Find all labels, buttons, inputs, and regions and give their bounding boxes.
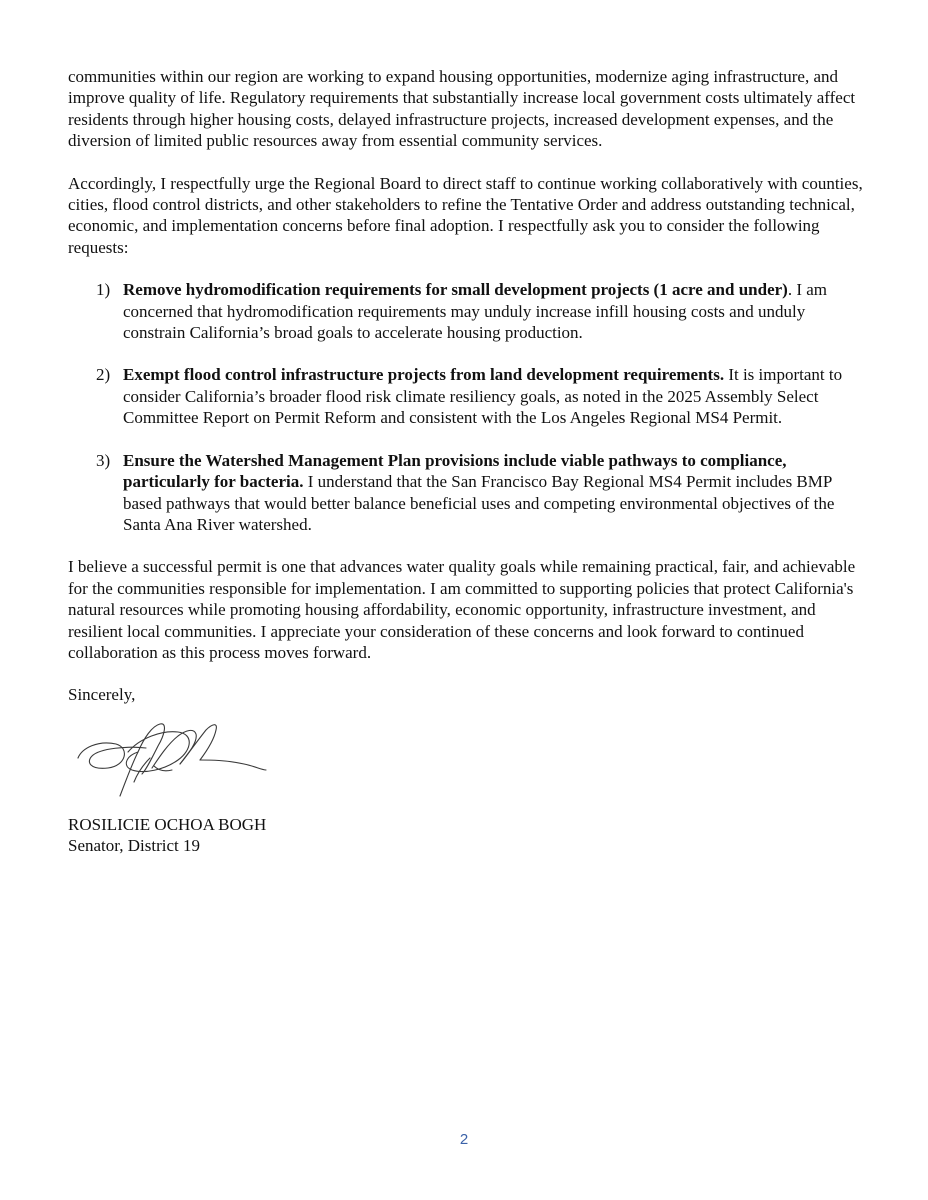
list-number: 2) <box>96 365 111 385</box>
request-heading: Ensure the Watershed Management Plan provisions include viable pathways to compliance, particularly for bacteria. <box>123 450 787 492</box>
request-list <box>68 279 868 535</box>
signer-block <box>68 814 868 857</box>
page-number: 2 <box>459 1131 469 1148</box>
request-body: . I am concerned that hydromodification requirements may unduly increase infill housing costs and unduly constrain California’s broad goals to accelerate housing production. <box>123 280 828 343</box>
paragraph-2: Accordingly, I respectfully urge the Regional Board to direct staff to continue working collaboratively with counties, cities, flood control districts, and other stakeholders to refine the Tentative Order and address outstanding technical, economic, and implementation concerns before final adoption. I respectfully ask you to consider the following requests: <box>68 173 863 257</box>
list-item <box>68 364 868 428</box>
request-heading: Exempt flood control infrastructure projects from land development requirements. <box>123 365 725 385</box>
paragraph-3: I believe a successful permit is one that advances water quality goals while remaining practical, fair, and achievable for the communities responsible for implementation. I am committed to supporting policies that protect California's natural resources while promoting housing affordability, economic opportunity, infrastructure investment, and resilient local communities. I appreciate your consideration of these concerns and look forward to continued collaboration as this process moves forward. <box>68 557 856 662</box>
request-heading: Remove hydromodification requirements for small development projects (1 acre and under) <box>123 280 788 300</box>
request-body: It is important to consider California’s broader flood risk climate resiliency goals, as noted in the 2025 Assembly Select Committee Report on Permit Reform and consistent with the Los Angeles Regional MS4 Permit. <box>123 365 843 428</box>
signer-name: ROSILICIE OCHOA BOGH <box>68 814 267 834</box>
signer-title: Senator, District 19 <box>68 836 200 856</box>
signature <box>68 708 268 808</box>
request-body: I understand that the San Francisco Bay Regional MS4 Permit includes BMP based pathways that would better balance beneficial uses and competing environmental objectives of the Santa Ana River watershed. <box>123 472 835 534</box>
list-item <box>68 279 868 343</box>
list-item <box>68 450 868 536</box>
closing: Sincerely, <box>68 685 136 705</box>
paragraph-1: communities within our region are working to expand housing opportunities, modernize aging infrastructure, and improve quality of life. Regulatory requirements that substantially increase local government costs ultimately affect residents through higher housing costs, delayed infrastructure projects, increased development expenses, and the diversion of limited public resources away from essential community services. <box>68 67 856 151</box>
list-number: 3) <box>96 450 111 470</box>
letter-body <box>68 66 868 857</box>
list-number: 1) <box>96 280 111 300</box>
